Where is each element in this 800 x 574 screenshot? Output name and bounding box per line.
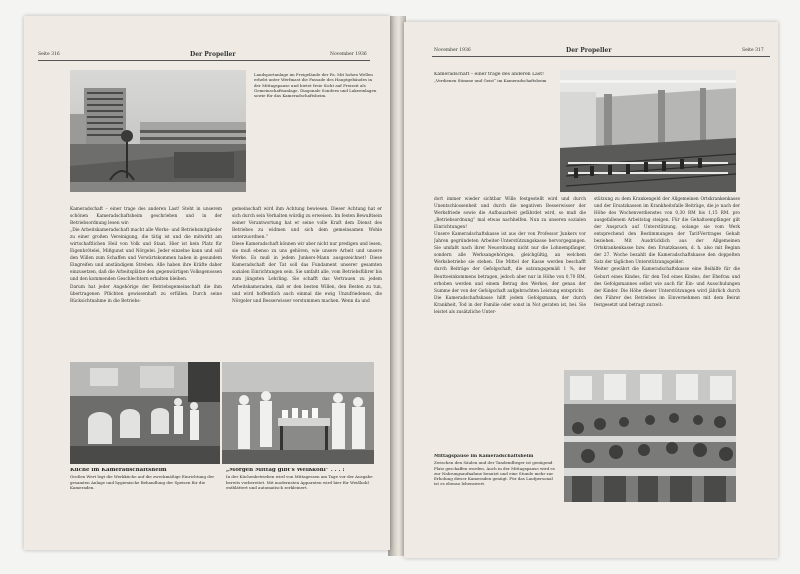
- dining-hall-photo: [560, 70, 736, 192]
- lunch-caption-heading: Mittagspause im Kameradschaftsheim: [434, 454, 534, 459]
- right-page-number: Seite 317: [742, 48, 764, 53]
- factory-photo-caption: Landsportanlage im Freigelände der Fa. Mit hohen Wellen erhebt unter Werfmast die Fassade des Hauptgebäudes in der Mittagspause und bietet freie Sicht auf Freizeit als Gemeinschaftsanlage. Diagonale Sondern und Lakeeinlagen sowie für das Kameradschaftsheim.: [254, 72, 377, 99]
- kitchen-photo: [70, 362, 220, 464]
- right-page: [404, 22, 778, 558]
- paragraph: Weiter gewährt die Kameradschaftskasse eine Beihilfe für die Geburt eines Kindes, für den Tod eines Kindes, der Ehefrau und des Gefolgsmannes selbst wie auch für Ein- und Ausschulungen der Kinder. Die Höhe dieser Unterstützungen wird jährlich durch den Führer des Betriebes im Einvernehmen mit dem Beirat festgesetzt und betragt zurzeit:: [594, 267, 740, 308]
- coffee-caption-heading: „Morgen Mittag gibt's Weißkohl“ . . . !: [226, 468, 345, 473]
- kitchen-caption-heading: Küche im Kameradschaftsheim: [70, 468, 167, 473]
- factory-courtyard-photo: [70, 70, 246, 192]
- left-text-column-1: [70, 206, 222, 364]
- hall-caption-text: „Verdienen Stimme und Geist“ im Kameradschaftsheim: [434, 78, 547, 84]
- right-text-column-1: [434, 196, 586, 386]
- left-text-column-2: [232, 206, 382, 364]
- hall-caption-heading: Kameradschaft – einer trage des anderen Last!: [434, 72, 544, 77]
- paragraph: Diese Kameradschaft können wir aber nicht nur predigen und lesen, sie muß ebenso zu uns gehören, wie unsere Arbeit und unsere Werke. Es muß in jedem Junkers-Mann ausgezeichnet! Diese Kameradschaft der Tat soll das Fundament unserer gesamten sozialen Einrichtungen sein. Sie umfaßt alle, vom Betriebsführer bis zum jüngsten Lehrling. Sie schafft das Vertrauen zu jedem Arbeitskameraden, daß er den besten Willen, den Besten zu tun, und wird hoffentlich auch einmal die ewig Unzufriedenen, die Nörgeler und Besserwisser verstummen machen. Wenn da und: [232, 242, 382, 304]
- left-masthead: Der Propeller: [190, 51, 236, 58]
- coffee-caption: [226, 468, 374, 508]
- lunch-break-photo: [564, 370, 736, 502]
- paragraph: Darum hat jeder Angehörige der Betriebsgemeinschaft die ihm übertragenen Pflichten gewissenhaft zu erfüllen. Durch seine Rücksichtnahme in die Betriebs-: [70, 284, 222, 304]
- coffee-caption-text: In der Küchenbetrieben wird von Mittagessen am Tage vor der Ausgabe bereits vorbereitet. Mit modernsten Apparaten wird hier für Weißkohl entblättert und automatisch zerkleinert.: [226, 474, 373, 490]
- right-issue-date: November 1936: [434, 48, 471, 53]
- kitchen-caption: [70, 468, 220, 508]
- left-issue-date: November 1936: [330, 52, 367, 57]
- right-text-column-2: [594, 196, 740, 364]
- paragraph: gemeinschaft wird ihm Achtung bewiesen. Dieser Achtung hat er sich durch sein Verhalten würdig zu erweisen. Im festen Bewußtsein seiner Verantwortung hat er seine volle Kraft dem Dienst des Betriebes zu widmen und sich dem gemeinsamen Wohle unterzuordnen.“: [232, 207, 382, 241]
- hall-caption: [434, 72, 554, 112]
- paragraph: „Die Arbeitskameradschaft macht alle Werks- und Betriebsmitglieder zu einer großen Vereinigung, die tätig ist und die mitwirkt am wirtschaftlichen Heil von Volk und Staat. Hier ist kein Platz für Eigenbrötelei, Mißgunst und Nörgelei. Jeder einzelne kann und soll den Willen zum Schaffen und Vorwärtskommen haben in gesundem Eingreifen und anständigem Streben. Alle haben ihre Kräfte daher einzusetzen, daß die Arbeitsplätze den gegenwärtigen Volksgenossen und den kommenden Geschlechtern erhalten bleiben.: [70, 228, 222, 283]
- paragraph: Unsere Kameradschaftskasse ist aus der von Professor Junkers vor Jahren gegründeten Arbeiter-Unterstützungskasse hervorgegangen. Sie umfaßt nach ihrer Neuordnung nicht nur die Lohnempfänger, sondern alle Werksangehörigen, gleichgültig, an welchem Werksbetriebe sie stehen. Die Mittel der Kasse werden beschafft durch Beiträge der Gefolgschaft, die satzungsgemäß 1 %, der Beuttoeinkommens betragen, jedoch aber nur in Höhe von 0,70 RM, erhoben werden und einem Betrag des Werkes, der genau der Summe der von der Gefolgschaft aufgebrachten Leistung entspricht.: [434, 232, 586, 294]
- kitchen-caption-text: Großen Wert legt die Werkküche auf die zweckmäßige Einrichtung der gesamten Anlage und hygienische Behandlung der Speisen für die Kameraden.: [70, 474, 215, 490]
- right-masthead: Der Propeller: [566, 47, 612, 54]
- paragraph: dort immer wieder sichtbar Wille festgestellt wird und durch Unentschlossenheit und durch die negativen Besserwisser der Werksfriede sowie die Aufbauarbeit gefährdet wird, so muß die „Betriebsordnung“ mal etwas nachhelfen. Nun zu unseren sozialen Einrichtungen!: [434, 197, 586, 231]
- left-page-number: Seite 316: [38, 52, 60, 57]
- coffee-prep-photo: [222, 362, 374, 464]
- paragraph: Die Kameradschaftskasse hilft jedem Gefolgsmann, der durch Krankheit, Tod in der Familie oder sonst in Not geraten ist, bei. Sie leistet als zusätzliche Unter-: [434, 295, 586, 315]
- left-page: [24, 16, 390, 550]
- lunch-caption-text: Zwischen den Säulen und der Tandemflieger ist genügend Platz geschaffen worden. Auch in der Mittagspause wird es zur Nahrungsaufnahme benutzt und eine Stunde mehr zur Erholung dieser Kameraden genügt. Für das Laufpersonal ist es ebenso lebenswert.: [434, 460, 555, 487]
- paragraph: stützung zu dem Krankengeld der Allgemeinen Ortskrankenkasse und der Ersatzkassen im Krankheitsfalle Beiträge, die je nach der Höhe des Wochenverdienstes von 0,30 RM bis 1,15 RM. pro ausgefallenem Arbeitstag steigen. Für die Gehaltsempfänger gilt der Anspruch auf Unterstützung, solange sie vom Werk entsprechend den Bestimmungen der Tarif-Vertrages Gehalt beziehen. Mit Ausdrücklich aus der Allgemeinen Ortskrankenkasse bzw. den Ersatzkassen, d. h. also mit Beginn der 27. Woche bezahlt die Kameradschaftskasse den doppelten Satz der täglichen Unterstützungsgelder.: [594, 197, 740, 266]
- lunch-caption: [434, 454, 556, 500]
- paragraph: Kameradschaft – einer trage des anderen Last! Steht in unserem schönen Kameradschaftsheim geschrieben und in der Betriebsordnung lesen wir:: [70, 207, 222, 227]
